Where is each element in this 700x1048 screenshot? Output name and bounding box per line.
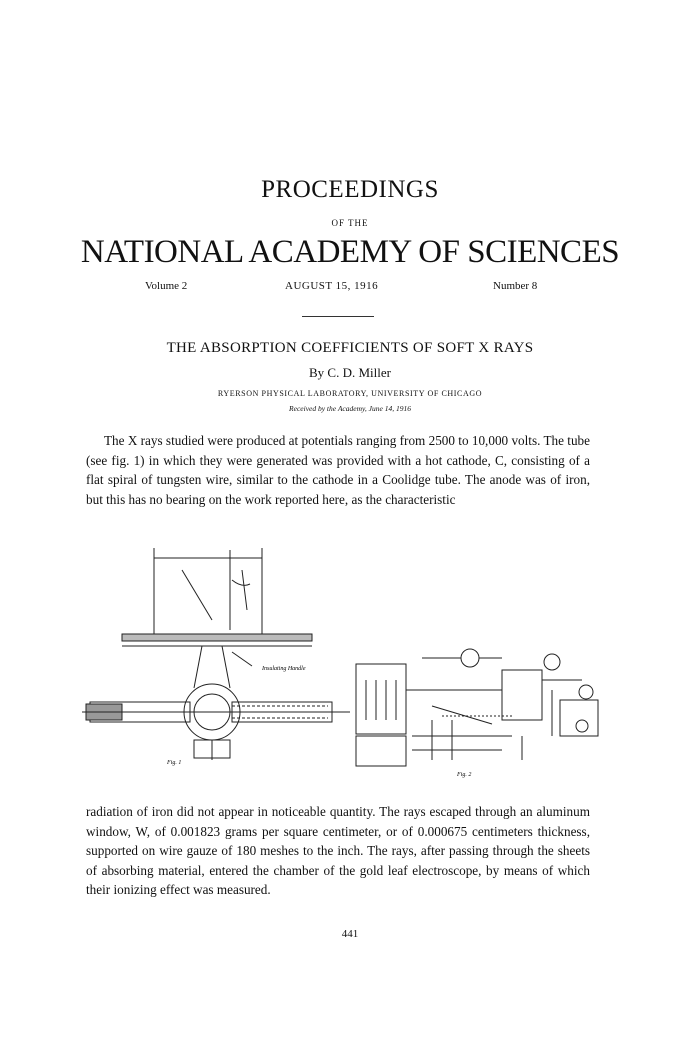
fig1-label: Insulating Handle — [262, 666, 306, 672]
fig1-caption: Fig. 1 — [167, 760, 182, 766]
journal-title: PROCEEDINGS — [261, 176, 439, 203]
body-paragraph-2: radiation of iron did not appear in noticeable quantity. The rays escaped through an aluminum window, W, of 0.001823 grams per square centimeter, or of 0.000675 centimeters thickness, supported on wire gauze of 180 meshes to the inch. The rays, after passing through the sheets of absorbing material, entered the chamber of the gold leaf electroscope, by means of which their ionizing effect was measured. — [86, 804, 590, 898]
issue-date: AUGUST 15, 1916 — [285, 280, 379, 292]
figures-panel — [82, 540, 606, 790]
issue-volume: Volume 2 — [145, 280, 188, 292]
article-title: THE ABSORPTION COEFFICIENTS OF SOFT X RAYS — [166, 340, 534, 356]
fig1-drawing — [82, 548, 350, 760]
fig2-drawing — [356, 649, 598, 766]
author-affiliation: RYERSON PHYSICAL LABORATORY, UNIVERSITY OF CHICAGO — [217, 389, 483, 398]
journal-of-the: OF THE — [331, 218, 369, 228]
body-paragraph-1: The X rays studied were produced at potentials ranging from 2500 to 10,000 volts. The tube (see fig. 1) in which they were generated was provided with a hot cathode, C, consisting of a flat spiral of tungsten wire, similar to the cathode in a Coolidge tube. The anode was of iron, but this has no bearing on the work reported here, as the characteristic — [86, 433, 590, 507]
page-number: 441 — [341, 928, 359, 940]
journal-name: NATIONAL ACADEMY OF SCIENCES — [80, 234, 620, 270]
issue-number: Number 8 — [493, 280, 538, 292]
received-date: Received by the Academy, June 14, 1916 — [289, 404, 411, 413]
header-divider — [302, 316, 374, 317]
fig2-caption: Fig. 2 — [457, 772, 472, 778]
article-author: By C. D. Miller — [309, 365, 391, 380]
